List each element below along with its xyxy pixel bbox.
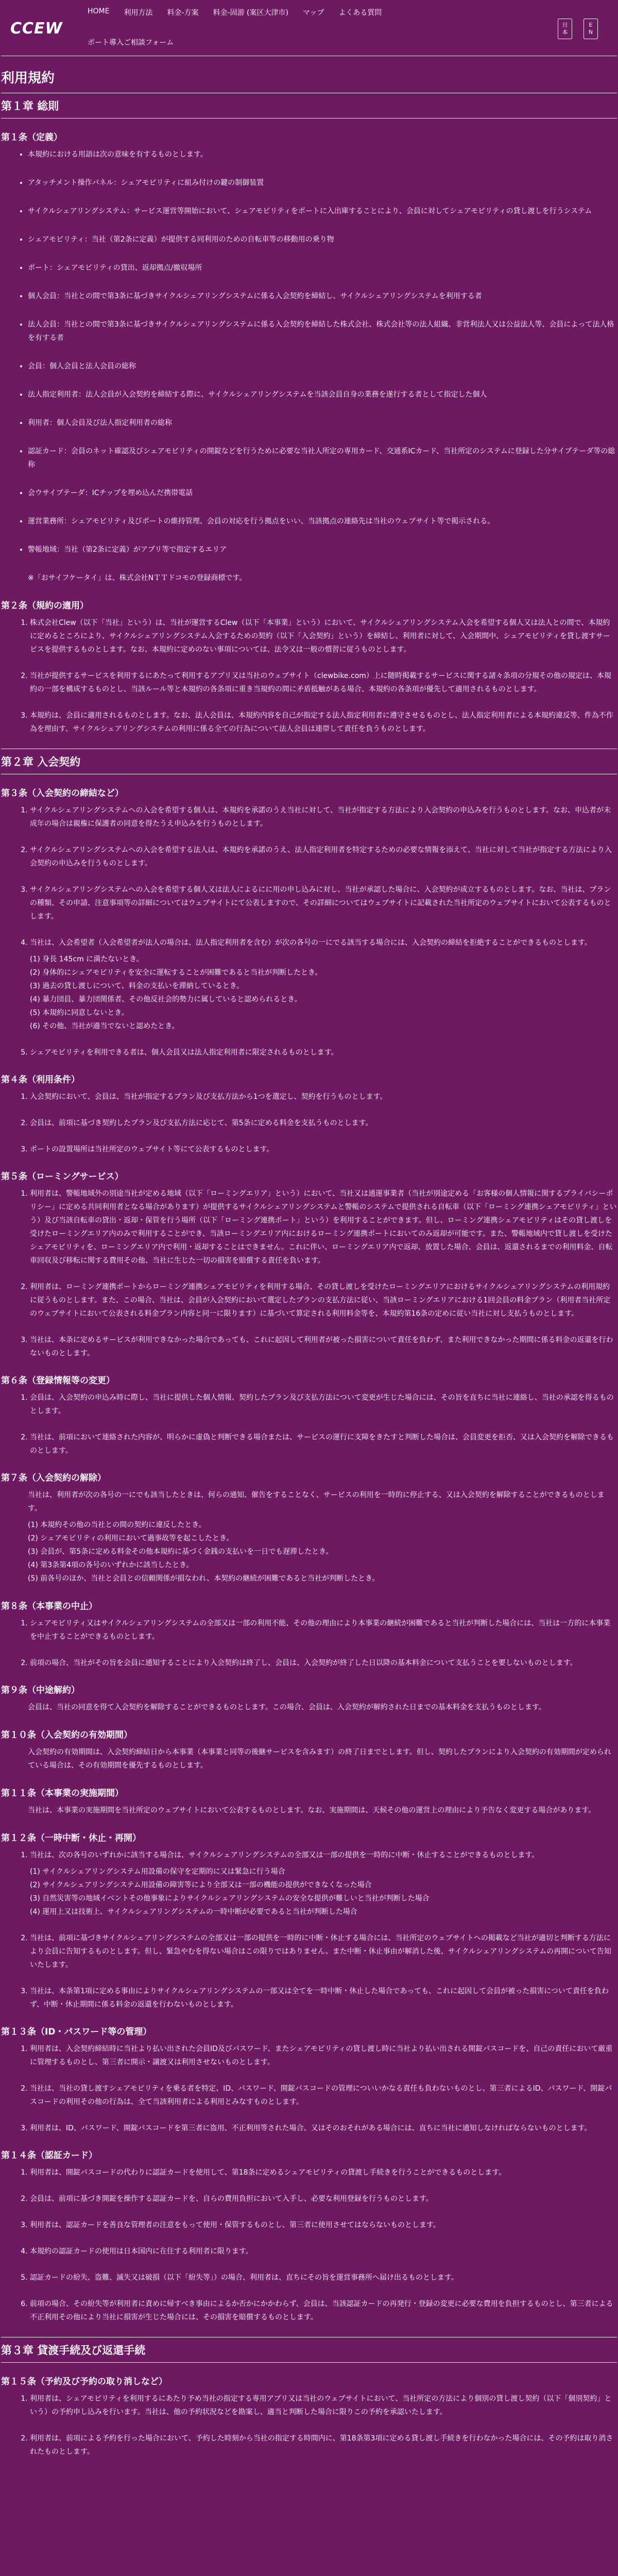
global-nav [88, 7, 382, 18]
site-header [0, 0, 618, 56]
list-item: • サイクルシェアリングシステム：サービス運営等開始において、シェアモビリティをポートに入出庫することにより、会員に対してシェアモビリティの貸し渡しを行うシステム [28, 205, 617, 218]
sub-item: (4) 運用上又は技術上、サイクルシェアリングシステムの一時中断が必要であると当社が判断した場合 [30, 1908, 357, 1916]
sub-item: (5) 前各号のほか、当社と会員との信頼関係が損なわれ、本契約の継続が困難であると当社が判断したとき。 [28, 1574, 380, 1583]
lang-en-label: E N [588, 22, 593, 36]
article-3-title: 第３条（入会契約の締結など） [1, 788, 124, 799]
sub-list [28, 1518, 617, 1585]
chapter-3-title: 第３章 貸渡手続及び返還手続 [1, 2337, 617, 2363]
nav-home[interactable]: HOME [88, 7, 110, 15]
article-7-intro [28, 1488, 617, 1585]
paragraph: 3. サイクルシェアリングシステムへの入会を希望する個人又は法人によるにに用の申し込みに対し、当社が承認した場合に、入会契約が成立するものとします。なお、当社は、プランの種類、その申請、注意事項等の詳細についてはウェブサイトにて公表しますので、その詳細についてはウェブサイトに記載された当社所定のウェブサイトにおいて公表するものとします。 [30, 883, 617, 923]
article-8-paragraphs [1, 1617, 617, 1670]
sub-item: (5) 本規約に同意しないとき。 [30, 1009, 129, 1017]
list-item: • シェアモビリティ：当社（第2条に定義）が提供する同利用のための自転車等の移動用の乗り物 [28, 233, 617, 246]
article-10-title: 第１０条（入会契約の有効期間） [1, 1730, 132, 1740]
paragraph: 3. 本規約は、会員に適用されるものとします。なお、法人会員は、本規約内容を自己が指定する法人指定利用者に遵守させるものとし、法人指定利用者による本規約違反等、件為不作為を理由す、サイクルシェアリングシステムの利用に係る全ての行為について法人会員は連帯して責任を負うものとします。 [30, 709, 617, 736]
paragraph: 2. 当社は、前項に基づきサイクルシェアリングシステムの全部又は一部の提供を一時的に中断・休止する場合には、当社所定のウェブサイトへの掲載など当社が適切と判断する方法により会員に告知するものとします。但し、緊急やむを得ない場合はこの限りではありません。また中断・休止事由が解消した後、サイクルシェアリングシステムの再開について告知いたします。 [30, 1931, 617, 1972]
paragraph: 2. 当社が提供するサービスを利用するにあたって利用するアプリ又は当社のウェブサイト（clewbike.com）上に随時掲載するサービスに関する諸々条項の分規その他の規定は、本規約の一部を構成するものとし、当該ルール等と本規約の各条項に重き当規約の間に矛盾抵触がある場合、本規約の各条項が優先して適用されるものとします。 [30, 669, 617, 696]
list-item: • 警帳地域：当社（第2条に定義）がアプリ等で指定するエリア [28, 543, 617, 556]
article-6-title: 第６条（登録情報等の変更） [1, 1376, 115, 1386]
paragraph: 3. 利用者は、ID、パスワード、開錠パスコードを第三者に盗用、不正利用等された場合、又はそのおそれがある場合には、直ちに当社に通知しなければならないものとします。 [30, 2122, 617, 2135]
sub-item: (1) 本規約その他の当社との間の契約に違反したとき。 [28, 1521, 206, 1529]
paragraph [30, 936, 617, 1033]
lang-ja-label: 日 本 [562, 22, 568, 36]
paragraph-text: 当社は、利用者が次の各号の一にでも該当したときは、何らの通知、催告をすることなく、サービスの利用を一時的に停止する、又は入会契約を解除することができるものとします。 [28, 1491, 605, 1513]
list-item: • 法人会員：当社との間で第3条に基づきサイクルシェアリングシステムに係る入会契約を締結した株式会社、株式会社等の法人組織、非営利法人又は公益法人等、会員によって法人格を有する者 [28, 318, 617, 345]
trademark-note: ※「おサイフケータイ」は、株式会社NＴＴドコモの登録商標です。 [28, 574, 247, 582]
article-4-title: 第４条（利用条件） [1, 1075, 80, 1085]
paragraph: 6. 前項の場合、その紛失等が利用者に責めに帰すべき事由によるか否かにかかわらず、会員は、当該認証カードの再発行・登録の変更に必要な費用を負担するものとし、第三者による不正利用その他により当社に損害が生じた場合には、その損害を賠償するものとします。 [30, 2297, 617, 2324]
sub-item: (1) 身長 145cm に満たないとき。 [30, 955, 144, 963]
paragraph: 2. 当社は、前項において連絡された内容が、明らかに虚偽と判断できる場合または、サービスの運行に支障をきたすと判断した場合は、会員変更を拒否、又は入会契約を解除できるものとします。 [30, 1431, 617, 1458]
nav-pricing-fixed[interactable]: 料金-固游 (案区大津市) [213, 9, 288, 17]
paragraph: 1. 入会契約において、会員は、当社が指定するプラン及び支払方法から1つを選定し、契約を行うものとします。 [30, 1090, 617, 1104]
paragraph: 3. 当社は、本条に定めるサービスが利用できなかった場合であっても、これに起因して利用者が被った損害について責任を負わず、また利用できなかった期間に係る料金の返還を行わないものとします。 [30, 1333, 617, 1360]
paragraph: 3. ポートの設置場所は当社所定のウェブサイト等にて公表するものとします。 [30, 1143, 617, 1156]
paragraph: 2. サイクルシェアリングシステムへの入会を希望する法人は、本規約を承諾のうえ、法人指定利用者を特定するための必要な情報を添えて、当社に対して当社が指定する方法により入会契約の申込みを行うものとします。 [30, 843, 617, 870]
sub-list [30, 1865, 617, 1919]
list-item: • 運営業務所：シェアモビリティ及びポートの維持管理、会員の対応を行う拠点をいい、当該拠点の連絡先は当社のウェブサイト等で掲示される。 [28, 515, 617, 528]
list-item: • 個人会員：当社との間で第3条に基づきサイクルシェアリングシステムに係る入会契約を締結し、サイクルシェアリングシステムを利用する者 [28, 290, 617, 303]
sub-item: (4) 暴力団員、暴力団関係者、その他反社会的勢力に属していると認められるとき。 [30, 995, 302, 1004]
paragraph: 1. 株式会社Clew（以下「当社」という）は、当社が運営するClew（以下「本事業」という）において、サイクルシェアリングシステム入会を希望する個人又は法人との間で、本規約に定めるところにより、サイクルシェアリングシステム入会するための契約（以下「入会契約」という）を締結し、利用者に対して、入会期間中、シェアモビリティを貸し渡すサービスを提供するものとします。なお、本規約に定めのない事項については、法令又は一般の慣習に従うものとします。 [30, 616, 617, 656]
sub-item: (2) 身体的にシェアモビリティを安全に運転することが困難であると当社が判断したとき。 [30, 969, 322, 977]
article-12-paragraphs [1, 1849, 617, 2011]
article-10-text: 入会契約の有効期間は、入会契約締結日から本事業（本事業と同等の後継サービスを含みます）の終了日までとします。但し、契約したプランにより入会契約の有効期間が定められている場合は、その有効期間を優先するものとします。 [28, 1748, 611, 1770]
list-item: • 会ウサイブテーダ：ICチップを埋め込んだ携帯電話 [28, 486, 617, 500]
article-7-title: 第７条（入会契約の解除） [1, 1473, 106, 1483]
paragraph: 2. 利用者は、前項による予約を行った場合において、予約した時刻から当社の指定する時間内に、第18条第3項に定める貸し渡し手続きを行わなかった場合には、その予約は取り消されたものとします。 [30, 2432, 617, 2459]
article-14-title: 第１４条（認証カード） [1, 2150, 97, 2161]
paragraph: 5. 認証カードの紛失、盗難、滅失又は破損（以下「紛失等」）の場合、利用者は、直ちにその旨を運営事務所へ届け出るものとします。 [30, 2271, 617, 2284]
list-item: • 認証カード：会員のネット確認及びシェアモビリティの開錠などを行うために必要な当社人所定の専用カード、交通系ICカード、当社所定のシステムに登録した分サイプテーダ等の総称 [28, 445, 617, 471]
list-item: • 本規約における用語は次の意味を有するものとします。 [28, 148, 617, 161]
article-13-paragraphs [1, 2042, 617, 2135]
article-9-title: 第９条（中途解約） [1, 1685, 80, 1696]
list-item: • 会員：個人会員と法人会員の総称 [28, 360, 617, 373]
lang-en-button[interactable] [583, 19, 598, 39]
terms-content [0, 56, 618, 2459]
article-13-title: 第１３条（ID・パスワード等の管理） [1, 2027, 152, 2037]
list-item: • アタッチメント操作パネル：シェアモビリティに組み付けの鍵の制御装置 [28, 176, 617, 190]
chapter-2-title: 第２章 入会契約 [1, 749, 617, 774]
sub-item: (3) 過去の貸し渡しについて、料金の支払いを滞納しているとき。 [30, 982, 244, 990]
article-8-title: 第８条（本事業の中止） [1, 1601, 97, 1612]
paragraph: 1. サイクルシェアリングシステムへの入会を希望する個人は、本規約を承諾のうえ当社に対して、当社が指定する方法により入会契約の申込みを行うものとします。なお、申込者が未成年の場合は親権に保護者の同意を得たうえ申込みを行うものとします。 [30, 804, 617, 831]
sub-item: (2) シェアモビリティの利用において過事故等を起こしたとき。 [28, 1534, 234, 1543]
paragraph: 3. 利用者は、認証カードを善良な管理者の注意をもって使用・保管するものとし、第三者に使用させてはならないものとします。 [30, 2218, 617, 2232]
list-item: • 利用者：個人会員及び法人指定利用者の総称 [28, 416, 617, 430]
lang-ja-button[interactable] [558, 19, 572, 39]
paragraph: 1. 会員は、入会契約の申込み時に際し、当社に提供した個人情報、契約したプラン及び支払方法について変更が生じた場合には、その旨を直ちに当社に連絡し、当社の承認を得るものとします。 [30, 1391, 617, 1418]
article-2-title: 第２条（規約の適用） [1, 601, 89, 611]
paragraph: 1. 利用者は、入会契約締結時に当社より払い出された会員ID及びパスワード、またシェアモビリティの貸し渡し時に当社より払い出される開錠パスコードを、自己の責任において厳重に管理するものとし、第三者に開示・譲渡又は利用させないものとします。 [30, 2042, 617, 2069]
paragraph: 1. 利用者は、シェアモビリティを利用するにあたり予め当社の指定する専用アプリ又は当社のウェブサイトにおいて、当社所定の方法により個別の貸し渡し契約（以下「個別契約」という）の予約申し込みを行います。当社は、他の予約状況などを勘案し、適当と判断した場合に限りこの予約を承認いたします。 [30, 2392, 617, 2419]
nav-pricing-plan[interactable]: 料金-方案 [167, 9, 199, 17]
sub-item: (2) サイクルシェアリングシステム用設備の障害等により全部又は一部の機能の提供ができなくなった場合 [30, 1881, 372, 1889]
article-6-paragraphs [1, 1391, 617, 1458]
nav-faq[interactable]: よくある質問 [338, 9, 382, 17]
article-11-text: 当社は、本事業の実施期間を当社所定のウェブサイトにおいて公表するものとします。なお、実施期間は、天候その他の運営上の理由により予告なく変更する場合があります。 [28, 1806, 596, 1815]
paragraph: 2. 会員は、前項に基づき開錠を操作する認証カードを、自らの費用負担において入手し、必要な利用登録を行うものとします。 [30, 2192, 617, 2206]
paragraph: 1. 利用者は、警帳地域外の別途当社が定める地域（以下「ローミングエリア」という）において、当社又は通運事業者（当社が別途定める「お客様の個人情報に関するプライバシーポリシー」に定める共同利用者となる場合があります）が提供するサイクルシェアリングシステムと警帳のシステムで提供される自転車（以下「ローミング連携シェアモビリティ」という）及び当該自転車の貸出・返却・保管を行う場所（以下「ローミング連携ポート」という）を利用することができます。但し、ローミング連携シェアモビリティはその貸し渡しを受けたローミングエリア内のみで利用することができ、当該ローミングエリア内におけるローミング連携ポートにおいてのみ返却が可能です。また、警帳地域内で貸し渡しを受けたシェアモビリティを、ローミングエリア内で利用・返却することはできません。これに伴い、ローミングエリア内で返却、放置した場合、会員は、返還されるまでの利用料金、自転車回収及び移転に関する費用その他、当社に生じた一切の損害を賠償する責任を負います。 [30, 1187, 617, 1267]
nav-how-to-use[interactable]: 利用方法 [124, 9, 153, 17]
list-item: • ポート：シェアモビリティの貸出、返却拠点/撤収場所 [28, 261, 617, 275]
article-15-title: 第１５条（予約及び予約の取り消しなど） [1, 2377, 167, 2387]
page-title: 利用規約 [1, 71, 55, 86]
paragraph-text: 当社は、次の各号のいずれかに該当する場合は、サイクルシェアリングシステムの全部又は一部の提供を一時的に中断・休止することができるものとします。 [30, 1851, 539, 1859]
article-11-title: 第１１条（本事業の実施期間） [1, 1788, 124, 1799]
article-3-paragraphs [1, 804, 617, 1059]
article-2-paragraphs [1, 616, 617, 736]
article-1-definitions [1, 148, 617, 556]
paragraph: 5. シェアモビリティを利用できる者は、個人会員又は法人指定利用者に限定されるものとします。 [30, 1046, 617, 1059]
article-14-paragraphs [1, 2166, 617, 2324]
paragraph: 4. 本規約の認証カードの使用は日本国内に在住する利用者に限ります。 [30, 2245, 617, 2258]
article-1-title: 第１条（定義） [1, 132, 62, 143]
paragraph: 2. 利用者は、ローミング連携ポートからローミング連携シェアモビリティを利用する場合、その貸し渡しを受けたローミングエリアにおけるサイクルシェアリングシステムの利用規約に従うものとします。また、この場合、当社は、会員が入会契約において選定したプランの支払方法に従い、当該ローミングエリアにおける1回会員の料金プラン（利用者当社所定のウェブサイトにおいて公表される料金プラン内容と同一に限ります）に基づいて算定される利用料金等を、本規約第16条の定めに従い当社に対し支払うものとします。 [30, 1280, 617, 1320]
sub-item: (6) その他、当社が適当でないと認めたとき。 [30, 1022, 179, 1030]
paragraph: 1. シェアモビリティ又はサイクルシェアリングシステムの全部又は一部の利用不能、その他の理由により本事業の継続が困難であると当社が判断した場合には、当社は一方的に本事業を中止することができるものとします。 [30, 1617, 617, 1643]
article-12-title: 第１２条（一時中断・休止・再開） [1, 1833, 141, 1843]
paragraph [30, 1849, 617, 1919]
article-5-paragraphs [1, 1187, 617, 1360]
article-15-paragraphs [1, 2392, 617, 2459]
nav-map[interactable]: マップ [302, 9, 324, 17]
article-5-title: 第５条（ローミングサービス） [1, 1172, 124, 1182]
paragraph: 3. 当社は、本条第1項に定める事由によりサイクルシェアリングシステムの一部又は全てを一時中断・休止した場合であっても、これに起因して会員が被った損害について責任を負わず、中断・休止期間に係る料金の返還を行わないものとします。 [30, 1985, 617, 2011]
sub-list [30, 953, 617, 1033]
sub-item: (3) 会員が、第5条に定める料金その他本規約に基づく金銭の支払いを一日でも遅滞したとき。 [28, 1548, 333, 1556]
paragraph: 1. 利用者は、開錠パスコードの代わりに認証カードを使用して、第18条に定めるシェアモビリティの貸渡し手続きを行うことができるものとします。 [30, 2166, 617, 2179]
chapter-1-title: 第１章 総則 [1, 93, 617, 118]
paragraph: 2. 当社は、当社の貸し渡すシェアモビリティを乗る者を特定、ID、パスワード、開錠パスコードの管理についいかなる責任も負わないものとし、第三者によるID、パスワード、開錠パスコードの利用その他の行為は、全て当該利用者による利用とみなすものとします。 [30, 2082, 617, 2109]
site-logo[interactable]: CCEW [10, 20, 63, 38]
nav-port-consultation[interactable]: ポート導入ご相談フォーム [88, 39, 174, 47]
sub-item: (4) 第3条第4項の各号のいずれかに該当したとき。 [28, 1561, 194, 1569]
paragraph: 2. 会員は、前項に基づき契約したプラン及び支払方法に応じて、第5条に定める料金を支払うものとします。 [30, 1116, 617, 1130]
paragraph: 2. 前項の場合、当社がその旨を会員に通知することにより入会契約は終了し、会員は、入会契約が終了した日以降の基本料金について支払うことを要しないものとします。 [30, 1656, 617, 1670]
article-9-text: 会員は、当社の同意を得て入会契約を解除することができるものとします。この場合、会員は、入会契約が解約された日までの基本料金を支払うものとします。 [28, 1703, 546, 1711]
sub-item: (3) 自然災害等の地域イベントその他事象によりサイクルシェアリングシステムの安全な提供が難しいと当社が判断した場合 [30, 1894, 430, 1903]
list-item: • 法人指定利用者：法人会員が入会契約を締結する際に、サイクルシェアリングシステムを当該会員自身の業務を遂行する者として指定した個人 [28, 388, 617, 401]
paragraph-text: 当社は、入会希望者（入会希望者が法人の場合は、法人指定利用者を含む）が次の各号の一にでる該当する場合には、入会契約の締結を拒絶することができるものとします。 [30, 939, 592, 947]
article-4-paragraphs [1, 1090, 617, 1156]
sub-item: (1) サイクルシェアリングシステム用設備の保守を定期的に又は緊急に行う場合 [30, 1868, 285, 1876]
